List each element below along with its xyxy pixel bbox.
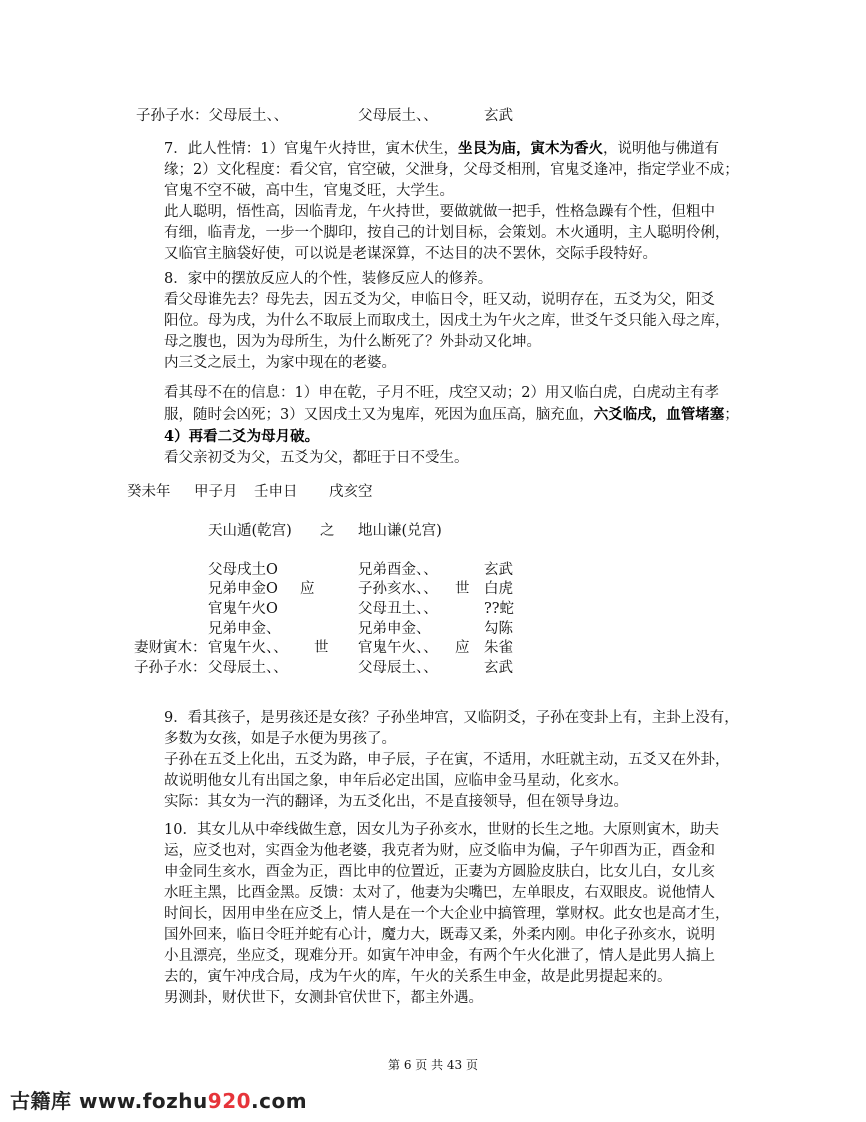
text-line: 官鬼不空不破，高中生，官鬼爻旺，大学生。 (164, 183, 454, 199)
text-line: 故说明他女儿有出国之象，申年后必定出国，应临申金马星动，化亥水。 (164, 773, 628, 789)
changed-line: 父母丑土、、 (358, 601, 438, 617)
section-8 (164, 269, 749, 374)
six-god: 玄武 (484, 562, 513, 578)
text-line: 此人聪明，悟性高，因临青龙，午火持世，要做就做一把手，性格急躁有个性，但粗中 (164, 204, 715, 220)
text-line (164, 426, 749, 448)
text-line: 服，随时会凶死；3）又因戌土又为鬼库，死因为血压高，脑充血，六爻临戌，血管堵塞； (164, 406, 739, 423)
main-gua-title: 天山遁(乾宫) (208, 523, 292, 539)
shi-ying-mark: 应 (300, 581, 315, 597)
section-7-first-line: 7．此人性情：1）官鬼午火持世，寅木伏生，坐艮为庙，寅木为香火，说明他与佛道有 (164, 140, 719, 157)
hexagram-row (0, 597, 866, 618)
text-line: 子孙在五爻上化出，五爻为路，申子辰，子在寅，不适用，水旺就主动，五爻又在外卦， (164, 752, 730, 768)
six-god: ??蛇 (484, 601, 515, 617)
bold-emphasis: 坐艮为庙，寅木为香火 (457, 140, 603, 157)
text-line: 男测卦，财伏世下，女测卦官伏世下，都主外遇。 (164, 990, 483, 1006)
site-watermark (10, 1085, 307, 1114)
date-empty: 戌亥空 (329, 484, 373, 500)
hidden-line-main: 父母辰土、、 (208, 108, 289, 124)
main-line: 官鬼午火O (208, 601, 278, 617)
top-changed-line: 父母辰土、、 (358, 108, 438, 124)
text-line: 水旺主黑，比酉金黑。反馈：太对了，他妻为尖嘴巴，左单眼皮，右双眼皮。说他情人 (164, 885, 715, 901)
text-line: 去的，寅午冲戌合局，戌为午火的库，午火的关系生申金，故是此男提起来的。 (164, 969, 672, 985)
text-line: 缘；2）文化程度：看父官，官空破，父泄身，父母爻相刑，官鬼爻逢冲，指定学业不成； (164, 162, 739, 178)
shi-ying-mark: 世 (314, 640, 329, 656)
text-line: 有细，临青龙，一步一个脚印，按自己的计划目标，会策划。木火通明，主人聪明伶俐， (164, 225, 730, 241)
main-line: 官鬼午火、、 (208, 640, 288, 656)
text-line: 9．看其孩子，是男孩还是女孩？子孙坐坤宫，又临阴爻，子孙在变卦上有，主卦上没有， (164, 710, 739, 726)
text-line: 8．家中的摆放反应人的个性，装修反应人的修养。 (164, 271, 493, 287)
changed-line: 子孙亥水、、 (358, 581, 438, 597)
changed-line: 官鬼午火、、 (358, 640, 438, 656)
text-line: 阳位。母为戌，为什么不取辰上而取戌土，因戌土为午火之库，世爻午爻只能入母之库， (164, 313, 730, 329)
six-god: 勾陈 (484, 621, 513, 637)
text-line: 运，应爻也对，实酉金为他老婆，我克者为财，应爻临申为偏，子午卯酉为正，酉金和 (164, 843, 715, 859)
hidden-spirit: 妻财寅木： (134, 640, 207, 656)
changed-line: 兄弟申金、 (358, 621, 431, 637)
changed-line: 兄弟酉金、、 (358, 562, 438, 578)
main-line: 兄弟申金O (208, 581, 278, 597)
brand-url: www.fozhu920.com (78, 1089, 308, 1113)
text-line: 又临官主脑袋好使，可以说是老谋深算，不达目的决不罢休，交际手段特好。 (164, 246, 657, 262)
hexagram-row (0, 558, 866, 579)
page-number: 第 6 页 共 43 页 (388, 1058, 478, 1072)
gua-zhi: 之 (320, 523, 335, 539)
hidden-line-label: 子孙子水： (136, 108, 209, 124)
text-line: 看父母谁先去？母先去，因五爻为父，申临日令，旺又动，说明存在，五爻为父，阳爻 (164, 292, 715, 308)
hexagram-row (0, 636, 866, 657)
six-god: 白虎 (484, 581, 513, 597)
main-line: 父母辰土、、 (208, 660, 288, 676)
changed-gua-title: 地山谦(兑宫) (358, 523, 442, 539)
six-god: 朱雀 (484, 640, 513, 656)
main-line: 父母戌土O (208, 562, 278, 578)
brand-name: 古籍库 (10, 1089, 72, 1113)
text-line: 看其母不在的信息：1）申在乾，子月不旺，戌空又动；2）用又临白虎，白虎动主有孝 (164, 385, 719, 401)
six-god: 玄武 (484, 660, 513, 676)
hexagram-row (0, 656, 866, 677)
date-month: 甲子月 (194, 484, 238, 500)
text-line: 实际：其女为一汽的翻译，为五爻化出，不是直接领导，但在领导身边。 (164, 794, 628, 810)
changed-line: 父母辰土、、 (358, 660, 438, 676)
text-line: 时间长，因用申坐在应爻上，情人是在一个大企业中搞管理，掌财权。此女也是高才生， (164, 906, 730, 922)
date-year: 癸未年 (127, 484, 171, 500)
text-line: 10．其女儿从中牵线做生意，因女儿为子孙亥水，世财的长生之地。大原则寅木，助夫 (164, 822, 719, 838)
text-line: 国外回来，临日令旺并蛇有心计，魔力大，既毒又柔，外柔内刚。申化子孙亥水，说明 (164, 927, 715, 943)
text-line: 看父亲初爻为父，五爻为父，都旺于日不受生。 (164, 450, 469, 466)
text-line: 多数为女孩，如是子水便为男孩了。 (164, 731, 396, 747)
section-10 (164, 820, 749, 1009)
bold-emphasis: 4）再看二爻为母月破。 (164, 428, 320, 445)
hidden-spirit: 子孙子水： (134, 660, 207, 676)
text-line: 小且漂亮，坐应爻，现难分开。如寅午冲申金，有两个午火化泄了，情人是此男人搞上 (164, 948, 715, 964)
section-9 (164, 708, 749, 813)
text-line: 申金同生亥水，酉金为正，酉比申的位置近，正妻为方圆脸皮肤白，比女儿白，女儿亥 (164, 864, 715, 880)
hexagram-row (0, 577, 866, 598)
shi-ying-mark: 世 (455, 581, 470, 597)
top-hidden-line (136, 104, 288, 125)
text-line: 母之腹也，因为为母所生，为什么断死了？外卦动又化坤。 (164, 334, 541, 350)
top-six-god: 玄武 (484, 108, 513, 124)
section-7 (164, 138, 749, 265)
hexagram-row (0, 617, 866, 638)
shi-ying-mark: 应 (455, 640, 470, 656)
bold-emphasis: 六爻临戌，血管堵塞 (593, 406, 725, 423)
date-day: 壬申日 (254, 484, 298, 500)
text-line: 内三爻之辰土，为家中现在的老婆。 (164, 355, 396, 371)
main-line: 兄弟申金、 (208, 621, 281, 637)
section-8-mother (164, 383, 749, 469)
